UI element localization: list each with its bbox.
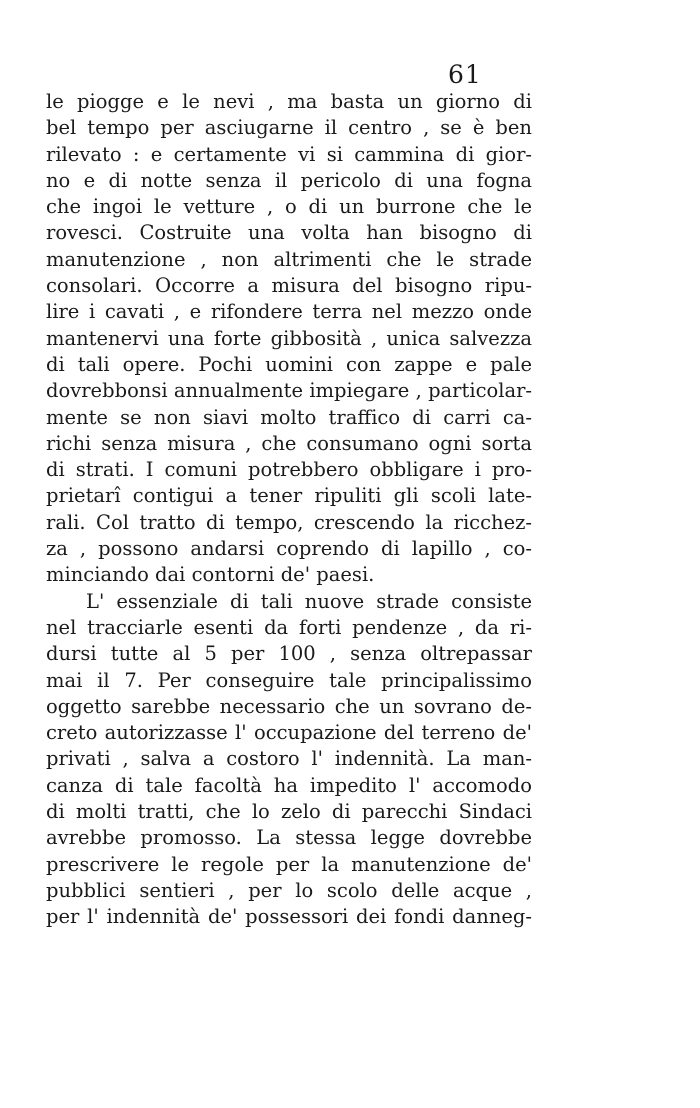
text-line: mai il 7. Per conseguire tale principalissimo xyxy=(46,668,532,692)
page-number: 61 xyxy=(448,60,482,89)
text-line: dovrebbonsi annualmente impiegare , particolar- xyxy=(46,379,532,403)
text-line: canza di tale facoltà ha impedito l' accomodo xyxy=(46,773,532,797)
text-line: mantenervi una forte gibbosità , unica salvezza xyxy=(46,326,532,350)
text-line: rovesci. Costruite una volta han bisogno di xyxy=(46,221,532,245)
text-line: di molti tratti, che lo zelo di parecchi Sindaci xyxy=(46,800,532,824)
text-line: richi senza misura , che consumano ogni sorta xyxy=(46,431,532,455)
text-line: bel tempo per asciugarne il centro , se è ben xyxy=(46,116,532,140)
text-line: nel tracciarle esenti da forti pendenze , da ri- xyxy=(46,615,532,639)
text-line: dursi tutte al 5 per 100 , senza oltrepassar xyxy=(46,642,532,666)
body-text xyxy=(46,89,532,931)
text-line: no e di notte senza il pericolo di una fogna xyxy=(46,168,532,192)
text-line: prescrivere le regole per la manutenzione de' xyxy=(46,852,532,876)
paragraph-start-line: L' essenziale di tali nuove strade consiste xyxy=(86,589,532,613)
text-line: rilevato : e certamente vi si cammina di gior- xyxy=(46,142,532,166)
text-line: che ingoi le vetture , o di un burrone che le xyxy=(46,195,532,219)
text-line: lire i cavati , e rifondere terra nel mezzo onde xyxy=(46,300,532,324)
text-line: manutenzione , non altrimenti che le strade xyxy=(46,247,532,271)
text-line: consolari. Occorre a misura del bisogno ripu- xyxy=(46,274,532,298)
text-line: creto autorizzasse l' occupazione del terreno de' xyxy=(46,721,532,745)
text-line: prietarî contigui a tener ripuliti gli scoli late- xyxy=(46,484,532,508)
text-line: le piogge e le nevi , ma basta un giorno di xyxy=(46,90,532,113)
text-line: per l' indennità de' possessori dei fondi danneg- xyxy=(46,905,532,929)
text-line: avrebbe promosso. La stessa legge dovrebbe xyxy=(46,826,532,850)
text-line: privati , salva a costoro l' indennità. La man- xyxy=(46,747,532,771)
text-line: za , possono andarsi coprendo di lapillo , co- xyxy=(46,537,532,561)
text-line: di strati. I comuni potrebbero obbligare i pro- xyxy=(46,458,532,482)
text-line: pubblici sentieri , per lo scolo delle acque , xyxy=(46,878,532,902)
text-line: rali. Col tratto di tempo, crescendo la ricchez- xyxy=(46,510,532,534)
paragraph-end-line: minciando dai contorni de' paesi. xyxy=(46,563,375,587)
text-line: oggetto sarebbe necessario che un sovrano de- xyxy=(46,694,532,718)
text-line: di tali opere. Pochi uomini con zappe e pale xyxy=(46,352,532,376)
text-line: mente se non siavi molto traffico di carri ca- xyxy=(46,405,532,429)
